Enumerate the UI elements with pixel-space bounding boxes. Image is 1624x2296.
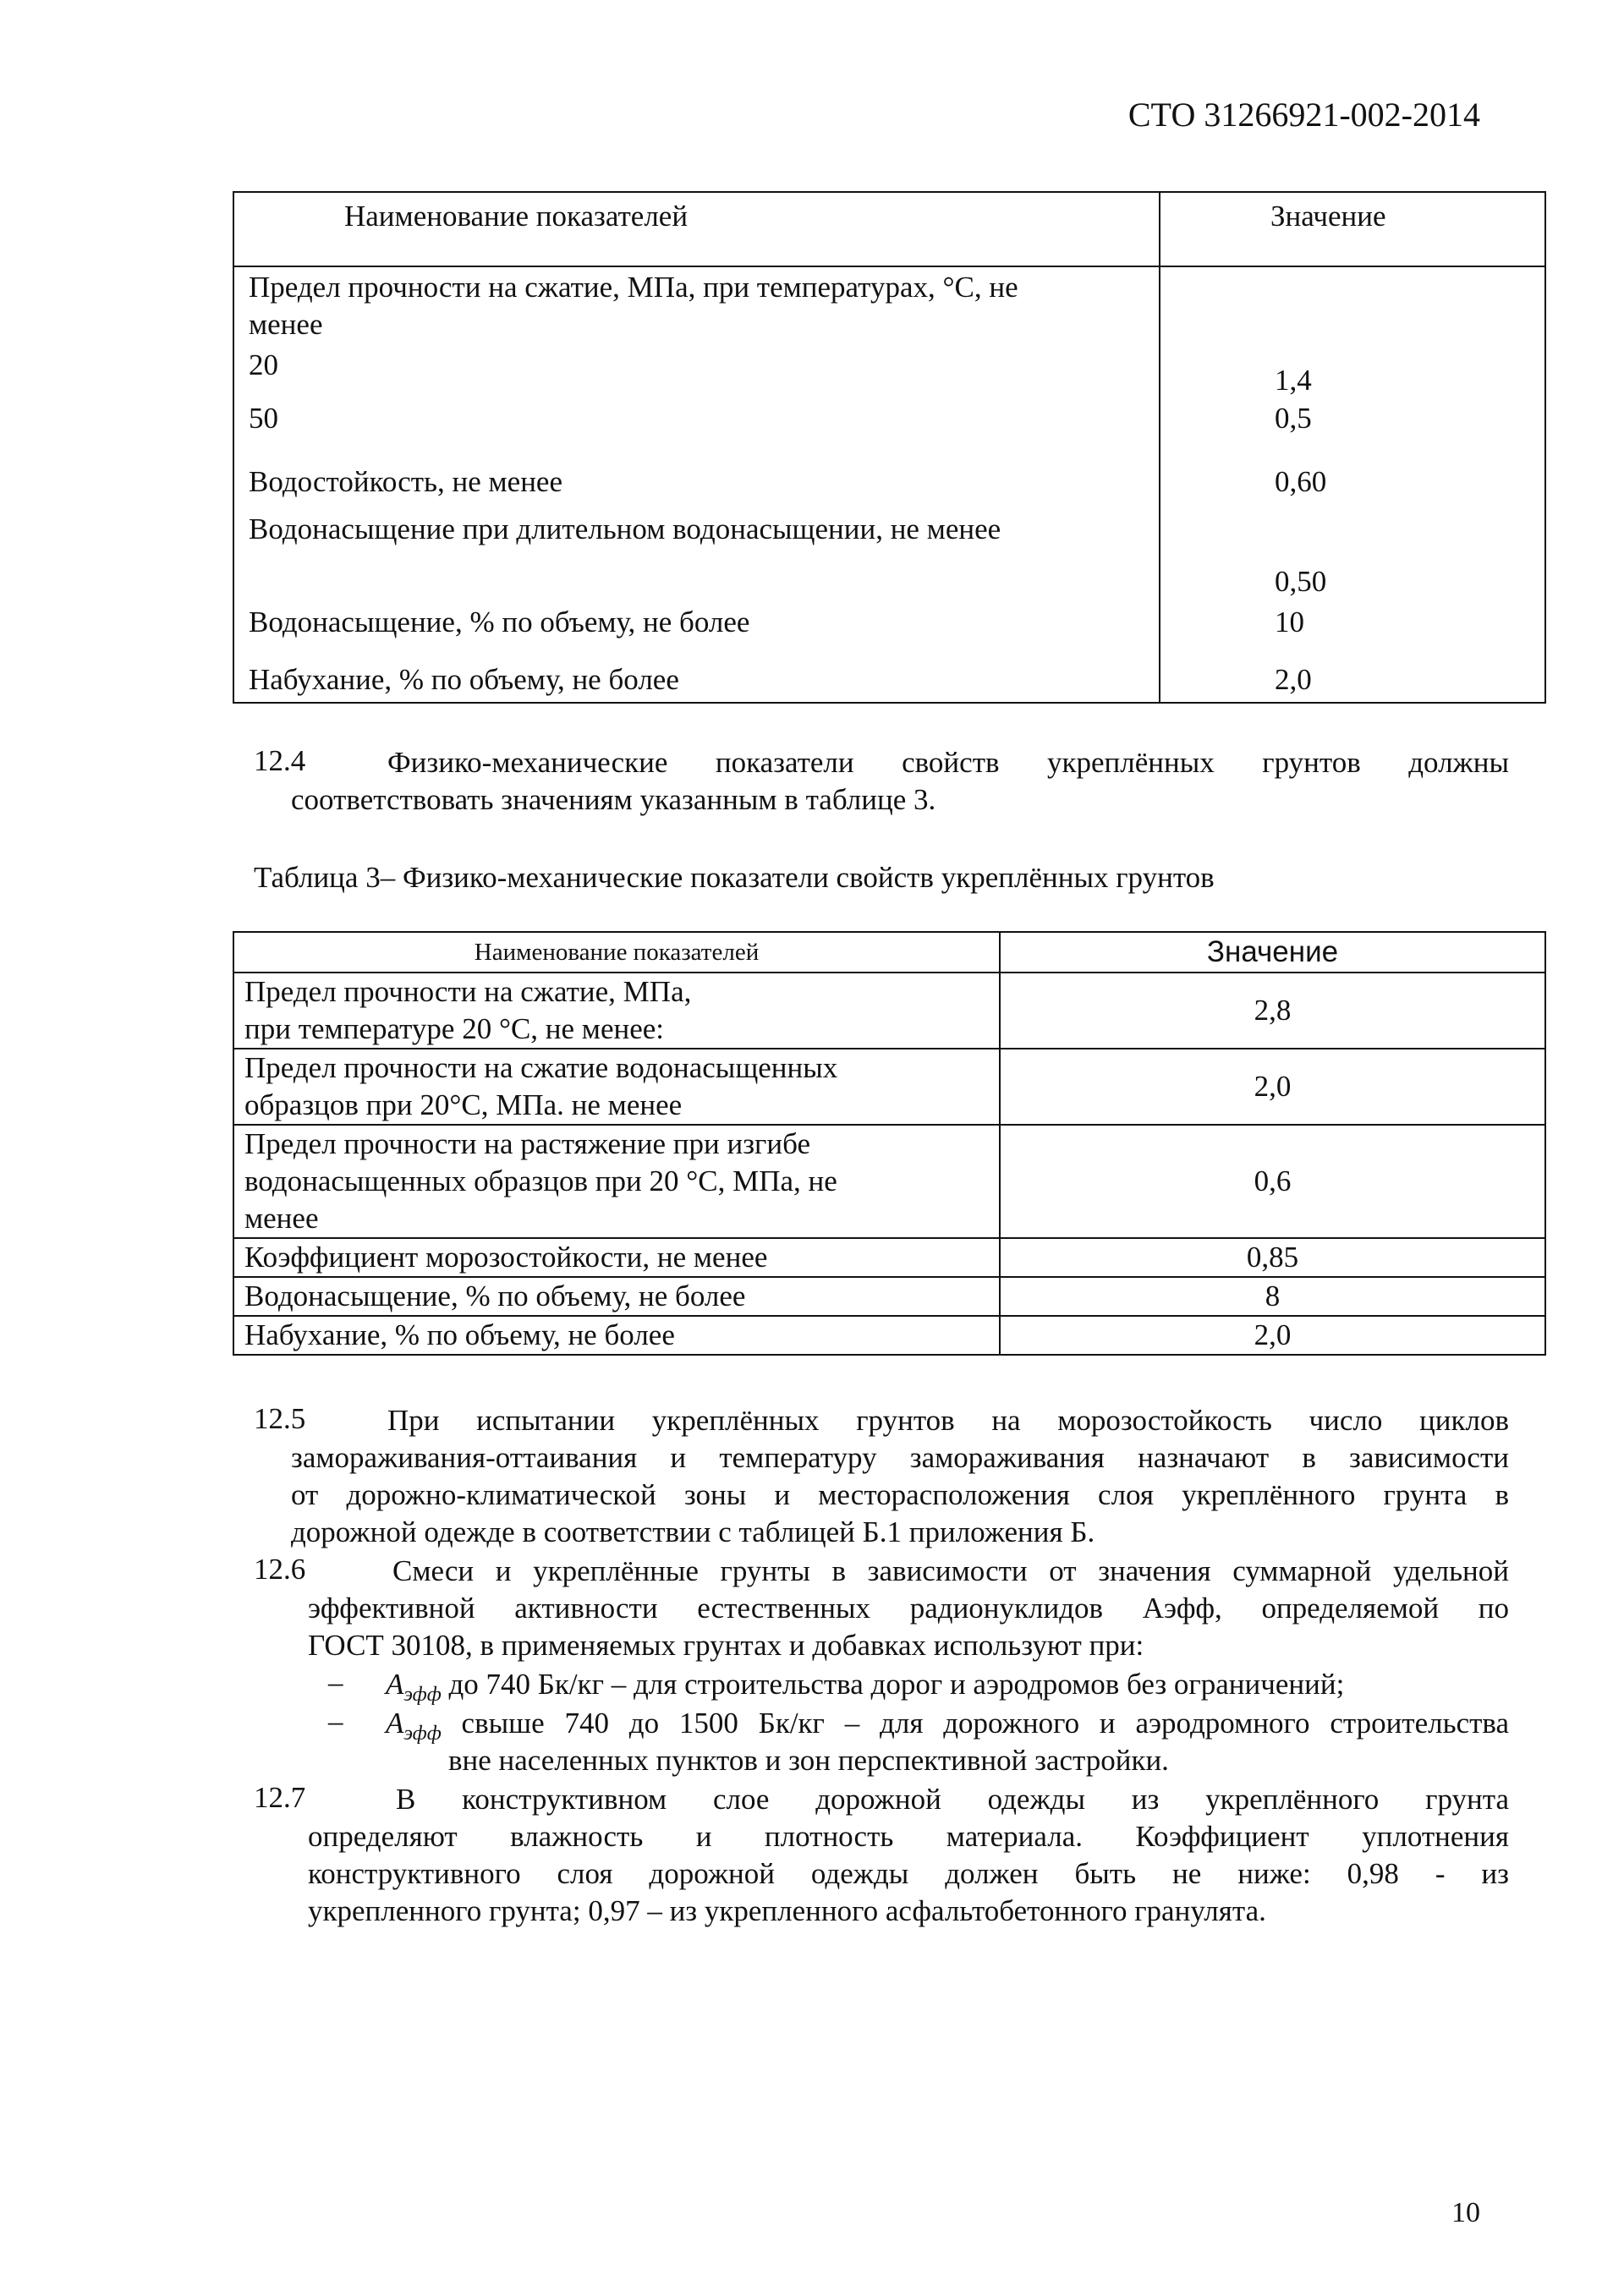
clause-number: 12.5 (254, 1402, 306, 1435)
row-label: менее (249, 308, 323, 341)
row-value: 1,4 (1275, 364, 1312, 397)
list-item: $А_{эфф}$ до 740 Бк/кг – для строительства дорог и аэродромов без ограничений; (386, 1668, 1345, 1706)
row-label: Предел прочности на сжатие, МПа, при температурах, °С, не (249, 271, 1018, 304)
row-label: Водонасыщение, % по объему, не более (233, 1277, 1000, 1316)
column-header-name: Наименование показателей (233, 932, 1000, 973)
list-dash: – (328, 1705, 343, 1738)
list-dash: – (328, 1666, 343, 1699)
row-label: Набухание, % по объему, не более (249, 663, 679, 696)
clause-12-4-line: соответствовать значениям указанным в таблице 3. (291, 783, 936, 816)
clause-12-7-line: В конструктивном слое дорожной одежды из укреплённого грунта (396, 1783, 1509, 1816)
row-value: 8 (1000, 1277, 1545, 1316)
list-item-continuation: вне населенных пунктов и зон перспективной застройки. (448, 1744, 1169, 1777)
row-value: 0,85 (1000, 1238, 1545, 1277)
table-row (233, 1316, 1545, 1355)
clause-12-4-line: Физико-механические показатели свойств укреплённых грунтов должны (387, 746, 1509, 779)
row-value: 2,0 (1275, 663, 1312, 696)
table-row (233, 1277, 1545, 1316)
row-value: 2,0 (1000, 1316, 1545, 1355)
clause-12-7-line: укрепленного грунта; 0,97 – из укрепленного асфальтобетонного гранулята. (308, 1894, 1266, 1927)
row-label: Набухание, % по объему, не более (233, 1316, 1000, 1355)
clause-12-7-line: определяют влажность и плотность материала. Коэффициент уплотнения (308, 1820, 1509, 1853)
row-label: Водонасыщение, % по объему, не более (249, 606, 750, 638)
clause-number: 12.6 (254, 1553, 306, 1586)
column-header-value: Значение (1000, 932, 1545, 973)
properties-table-continued (233, 191, 1546, 704)
table-row (233, 1049, 1545, 1125)
row-label: 20 (249, 348, 278, 381)
clause-12-5-line: дорожной одежде в соответствии с таблицей Б.1 приложения Б. (291, 1515, 1095, 1548)
row-value: 2,0 (1000, 1049, 1545, 1125)
row-label: при температуре 20 °С, не менее: (244, 1012, 665, 1045)
clause-number: 12.4 (254, 744, 306, 777)
table-3 (233, 931, 1546, 1356)
row-label: Предел прочности на сжатие, МПа, (244, 975, 692, 1008)
row-label: менее (244, 1202, 319, 1235)
row-value: 0,5 (1275, 402, 1312, 435)
row-label: 50 (249, 402, 278, 435)
column-header-name: Наименование показателей (344, 200, 689, 233)
row-label: Водостойкость, не менее (249, 465, 563, 498)
clause-12-6-line: ГОСТ 30108, в применяемых грунтах и добавках используют при: (308, 1629, 1144, 1662)
clause-12-5-line: При испытании укреплённых грунтов на морозостойкость число циклов (387, 1404, 1509, 1437)
column-header-value: Значение (1270, 200, 1386, 233)
row-label: водонасыщенных образцов при 20 °С, МПа, не (244, 1164, 837, 1197)
page-number: 10 (1451, 2197, 1480, 2228)
row-label: Предел прочности на растяжение при изгибе (244, 1127, 810, 1160)
row-value: 10 (1275, 606, 1304, 638)
clause-12-7-line: конструктивного слоя дорожной одежды должен быть не ниже: 0,98 - из (308, 1857, 1509, 1890)
row-value: 2,8 (1000, 973, 1545, 1049)
clause-12-5-line: от дорожно-климатической зоны и месторасположения слоя укреплённого грунта в (291, 1478, 1509, 1511)
clause-number: 12.7 (254, 1781, 306, 1814)
row-value: 0,60 (1275, 465, 1327, 498)
row-label: Водонасыщение при длительном водонасыщении, не менее (249, 512, 1001, 545)
row-label: Предел прочности на сжатие водонасыщенных (244, 1051, 838, 1084)
row-value: 0,50 (1275, 565, 1327, 598)
clause-12-6-line: эффективной активности естественных радионуклидов Аэфф, определяемой по (308, 1592, 1509, 1625)
row-label: образцов при 20°С, МПа. не менее (244, 1088, 683, 1121)
row-label: Коэффициент морозостойкости, не менее (233, 1238, 1000, 1277)
table-row (233, 1238, 1545, 1277)
row-value: 0,6 (1000, 1125, 1545, 1238)
table-row (233, 1125, 1545, 1238)
clause-12-5-line: замораживания-оттаивания и температуру замораживания назначают в зависимости (291, 1441, 1509, 1474)
clause-12-6-line: Смеси и укреплённые грунты в зависимости от значения суммарной удельной (392, 1554, 1509, 1587)
list-item: $А_{эфф}$ свыше 740 до 1500 Бк/кг – для дорожного и аэродромного строительства (386, 1707, 1509, 1745)
table-3-caption: Таблица 3– Физико-механические показатели свойств укреплённых грунтов (254, 861, 1215, 894)
document-code: СТО 31266921-002-2014 (1127, 96, 1480, 134)
table-row (233, 973, 1545, 1049)
